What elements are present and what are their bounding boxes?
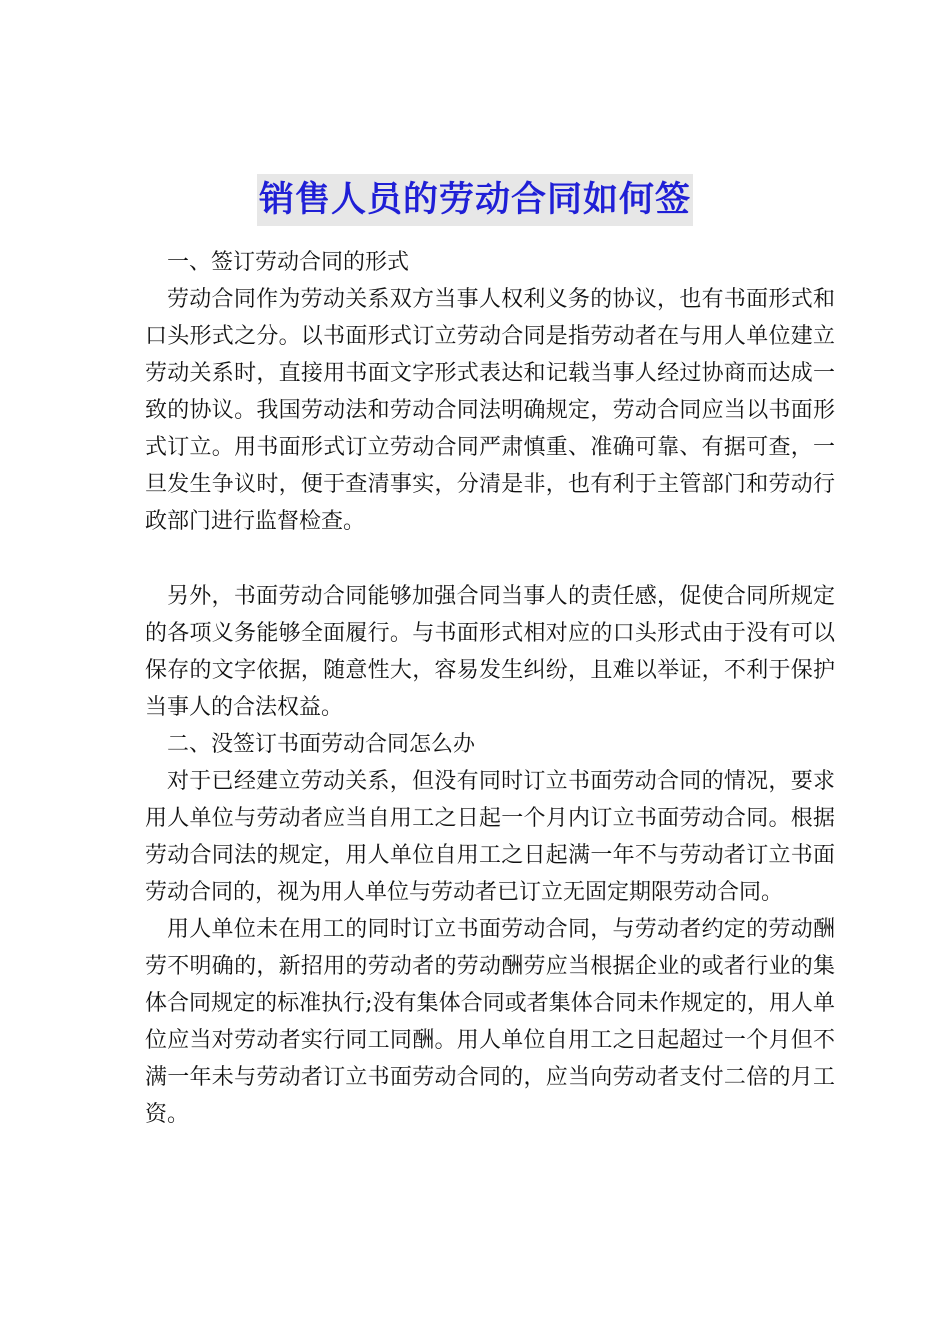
paragraph-spacer bbox=[145, 540, 835, 578]
section-2-paragraph-2: 用人单位未在用工的同时订立书面劳动合同，与劳动者约定的劳动酬劳不明确的，新招用的劳动者的劳动酬劳应当根据企业的或者行业的集体合同规定的标准执行;没有集体合同或者集体合同未作规定的，用人单位应当对劳动者实行同工同酬。用人单位自用工之日起超过一个月但不满一年未与劳动者订立书面劳动合同的，应当向劳动者支付二倍的月工资。 bbox=[145, 917, 835, 1127]
section-2-paragraph-1: 对于已经建立劳动关系，但没有同时订立书面劳动合同的情况，要求用人单位与劳动者应当自用工之日起一个月内订立书面劳动合同。根据劳动合同法的规定，用人单位自用工之日起满一年不与劳动者订立书面劳动合同的，视为用人单位与劳动者已订立无固定期限劳动合同。 bbox=[145, 769, 835, 905]
section-1-paragraph-1: 劳动合同作为劳动关系双方当事人权利义务的协议，也有书面形式和口头形式之分。以书面形式订立劳动合同是指劳动者在与用人单位建立劳动关系时，直接用书面文字形式表达和记载当事人经过协商而达成一致的协议。我国劳动法和劳动合同法明确规定，劳动合同应当以书面形式订立。用书面形式订立劳动合同严肃慎重、准确可靠、有据可查，一旦发生争议时，便于查清事实，分清是非，也有利于主管部门和劳动行政部门进行监督检查。 bbox=[145, 287, 835, 534]
section-1-paragraph-2: 另外，书面劳动合同能够加强合同当事人的责任感，促使合同所规定的各项义务能够全面履行。与书面形式相对应的口头形式由于没有可以保存的文字依据，随意性大，容易发生纠纷，且难以举证，不利于保护当事人的合法权益。 bbox=[145, 584, 835, 720]
document-body bbox=[145, 244, 835, 1133]
title-container bbox=[0, 174, 950, 226]
document-title: 销售人员的劳动合同如何签 bbox=[257, 174, 693, 226]
section-heading-1: 一、签订劳动合同的形式 bbox=[167, 250, 410, 275]
section-heading-2: 二、没签订书面劳动合同怎么办 bbox=[167, 732, 476, 757]
